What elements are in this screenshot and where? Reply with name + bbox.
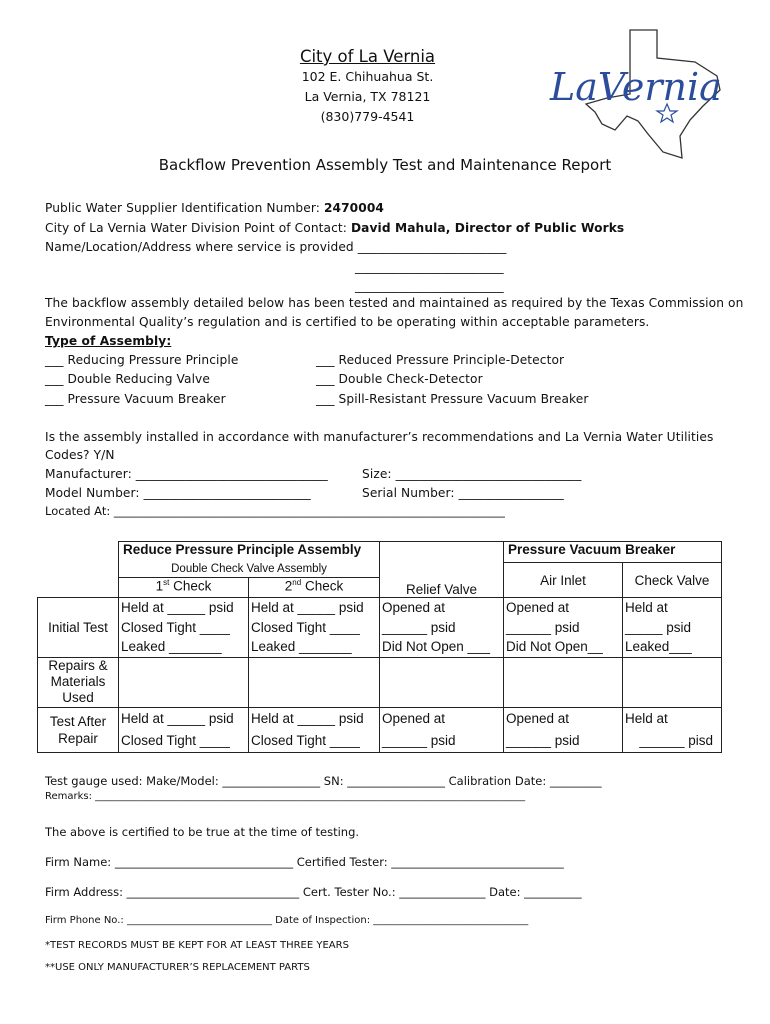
service-blank-line-2: ________________________ <box>355 279 504 293</box>
assembly-option-rp[interactable]: ___ Reducing Pressure Principle <box>45 353 239 367</box>
rp-assembly-header: Reduce Pressure Principle Assembly <box>119 542 380 563</box>
certification-text-1: The backflow assembly detailed below has been tested and maintained as required by the Texas Commission on <box>45 296 744 310</box>
initial-air-inlet-cell[interactable]: Opened at ______ psid Did Not Open__ <box>504 598 623 658</box>
after-check2-cell[interactable]: Held at _____ psid Closed Tight ____ <box>249 707 380 752</box>
relief-header-blank <box>380 542 504 578</box>
dc-assembly-header: Double Check Valve Assembly <box>119 563 380 578</box>
repairs-check1-cell[interactable] <box>119 657 249 707</box>
pvb-header: Pressure Vacuum Breaker <box>504 542 722 563</box>
after-air-inlet-cell[interactable]: Opened at ______ psid <box>504 707 623 752</box>
initial-check1-cell[interactable]: Held at _____ psid Closed Tight ____ Leaked _______ <box>119 598 249 658</box>
org-city: La Vernia, TX 78121 <box>304 89 431 104</box>
table-row <box>38 707 722 752</box>
repairs-check2-cell[interactable] <box>249 657 380 707</box>
remarks-line[interactable]: Remarks: ______________________________________________________________________________________ <box>45 791 526 802</box>
repairs-label: Repairs & Materials Used <box>38 657 119 707</box>
org-header <box>230 47 505 127</box>
second-check-header: 2nd Check <box>249 577 380 598</box>
serial-number-field[interactable]: Serial Number: _________________ <box>362 486 564 500</box>
certified-statement: The above is certified to be true at the time of testing. <box>45 825 360 839</box>
relief-valve-header: Relief Valve <box>380 577 504 598</box>
first-check-header: 1st Check <box>119 577 249 598</box>
org-name: City of La Vernia <box>299 47 436 66</box>
org-phone: (830)779-4541 <box>320 109 415 124</box>
after-check1-cell[interactable]: Held at _____ psid Closed Tight ____ <box>119 707 249 752</box>
parts-note: **USE ONLY MANUFACTURER’S REPLACEMENT PARTS <box>45 962 310 973</box>
contact-value: David Mahula, Director of Public Works <box>350 221 625 235</box>
table-row <box>38 598 722 658</box>
la-vernia-logo <box>545 28 735 163</box>
supplier-id-label: Public Water Supplier Identification Number: <box>45 201 324 215</box>
contact-label: City of La Vernia Water Division Point of Contact: <box>45 221 351 235</box>
supplier-id-line <box>45 201 384 215</box>
size-field[interactable]: Size: ______________________________ <box>362 467 582 481</box>
assembly-option-pvb[interactable]: ___ Pressure Vacuum Breaker <box>45 392 226 406</box>
test-after-repair-label: Test After Repair <box>38 707 119 752</box>
check-valve-header: Check Valve <box>623 563 722 598</box>
assembly-type-heading: Type of Assembly: <box>45 334 172 348</box>
report-title: Backflow Prevention Assembly Test and Maintenance Report <box>158 156 612 174</box>
manufacturer-field[interactable]: Manufacturer: _______________________________ <box>45 467 328 481</box>
install-question-2[interactable]: Codes? Y/N <box>45 448 115 462</box>
org-address: 102 E. Chihuahua St. <box>301 69 434 84</box>
repairs-relief-cell[interactable] <box>380 657 504 707</box>
assembly-option-spvb[interactable]: ___ Spill-Resistant Pressure Vacuum Breaker <box>316 392 589 406</box>
logo-wordmark: LaVernia <box>550 65 722 109</box>
initial-check2-cell[interactable]: Held at _____ psid Closed Tight ____ Leaked _______ <box>249 598 380 658</box>
after-relief-cell[interactable]: Opened at ______ psid <box>380 707 504 752</box>
assembly-option-drv[interactable]: ___ Double Reducing Valve <box>45 372 210 386</box>
test-results-table <box>37 541 722 753</box>
table-row <box>38 657 722 707</box>
after-check-valve-cell[interactable]: Held at ______ pisd <box>623 707 722 752</box>
test-gauge-line[interactable]: Test gauge used: Make/Model: _________________ SN: _________________ Calibration Date: _________ <box>45 774 602 788</box>
firm-name-line[interactable]: Firm Name: _______________________________ Certified Tester: ______________________________ <box>45 855 564 869</box>
assembly-option-dcd[interactable]: ___ Double Check-Detector <box>316 372 483 386</box>
service-blank-line-1: ________________________ <box>355 260 504 274</box>
contact-line <box>45 221 624 235</box>
firm-address-line[interactable]: Firm Address: ______________________________ Cert. Tester No.: _______________ Date: __________ <box>45 885 582 899</box>
firm-phone-line[interactable]: Firm Phone No.: _____________________________ Date of Inspection: _______________________________ <box>45 915 529 926</box>
certification-text-2: Environmental Quality’s regulation and is certified to be operating within acceptable parameters. <box>45 315 650 329</box>
air-inlet-header: Air Inlet <box>504 563 623 598</box>
service-address-line: Name/Location/Address where service is provided ________________________ <box>45 240 507 254</box>
records-note: *TEST RECORDS MUST BE KEPT FOR AT LEAST THREE YEARS <box>45 940 349 951</box>
install-question-1: Is the assembly installed in accordance with manufacturer’s recommendations and La Vernia Water Utilities <box>45 430 714 444</box>
located-at-field[interactable]: Located At: ____________________________________________________________________ <box>45 504 505 518</box>
model-number-field[interactable]: Model Number: ___________________________ <box>45 486 311 500</box>
assembly-option-rpd[interactable]: ___ Reduced Pressure Principle-Detector <box>316 353 565 367</box>
repairs-air-inlet-cell[interactable] <box>504 657 623 707</box>
supplier-id-value: 2470004 <box>323 201 384 215</box>
initial-relief-cell[interactable]: Opened at ______ psid Did Not Open ___ <box>380 598 504 658</box>
table-corner <box>38 542 119 598</box>
initial-check-valve-cell[interactable]: Held at _____ psid Leaked___ <box>623 598 722 658</box>
initial-test-label: Initial Test <box>38 598 119 658</box>
repairs-check-valve-cell[interactable] <box>623 657 722 707</box>
